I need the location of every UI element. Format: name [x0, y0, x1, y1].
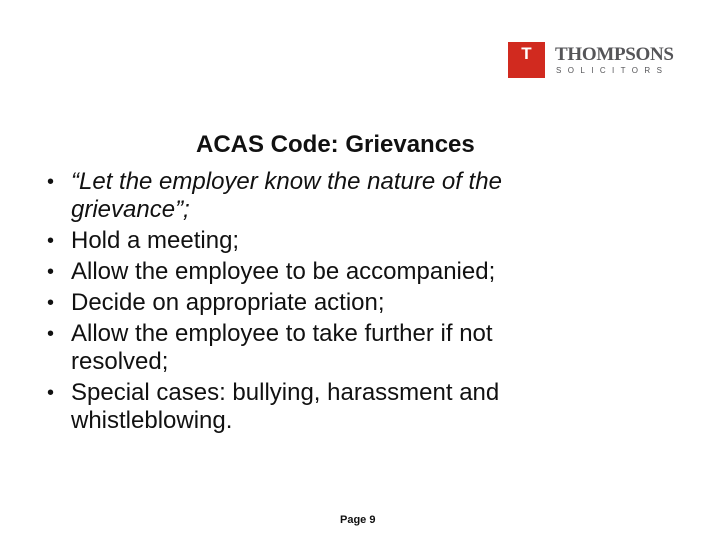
bullet-text: • Allow the employee to be accompanied; [71, 258, 496, 285]
page-number: Page 9 [340, 514, 376, 526]
thompsons-solicitors-logo [508, 42, 678, 78]
logo-name: THOMPSONS [555, 44, 674, 65]
logo-subtitle: SOLICITORS [556, 66, 669, 75]
bullet-text: • Special cases: bullying, harassment and whistleblowing. [71, 379, 500, 434]
bullet-item [0, 379, 600, 435]
bullet-text: • “Let the employer know the nature of the grievance”; [71, 168, 502, 223]
bullet-item [0, 168, 600, 224]
bullet-item [0, 320, 600, 376]
bullet-item [0, 289, 600, 317]
bullet-item [0, 258, 600, 286]
slide-title: ACAS Code: Grievances [196, 131, 475, 158]
bullet-text: • Decide on appropriate action; [71, 289, 385, 316]
bullet-text: • Allow the employee to take further if not resolved; [71, 320, 493, 375]
bullet-item [0, 227, 600, 255]
logo-mark-letter: T [521, 44, 532, 63]
logo-mark-icon [508, 42, 545, 78]
bullet-list [0, 168, 600, 438]
bullet-text: • Hold a meeting; [71, 227, 240, 254]
